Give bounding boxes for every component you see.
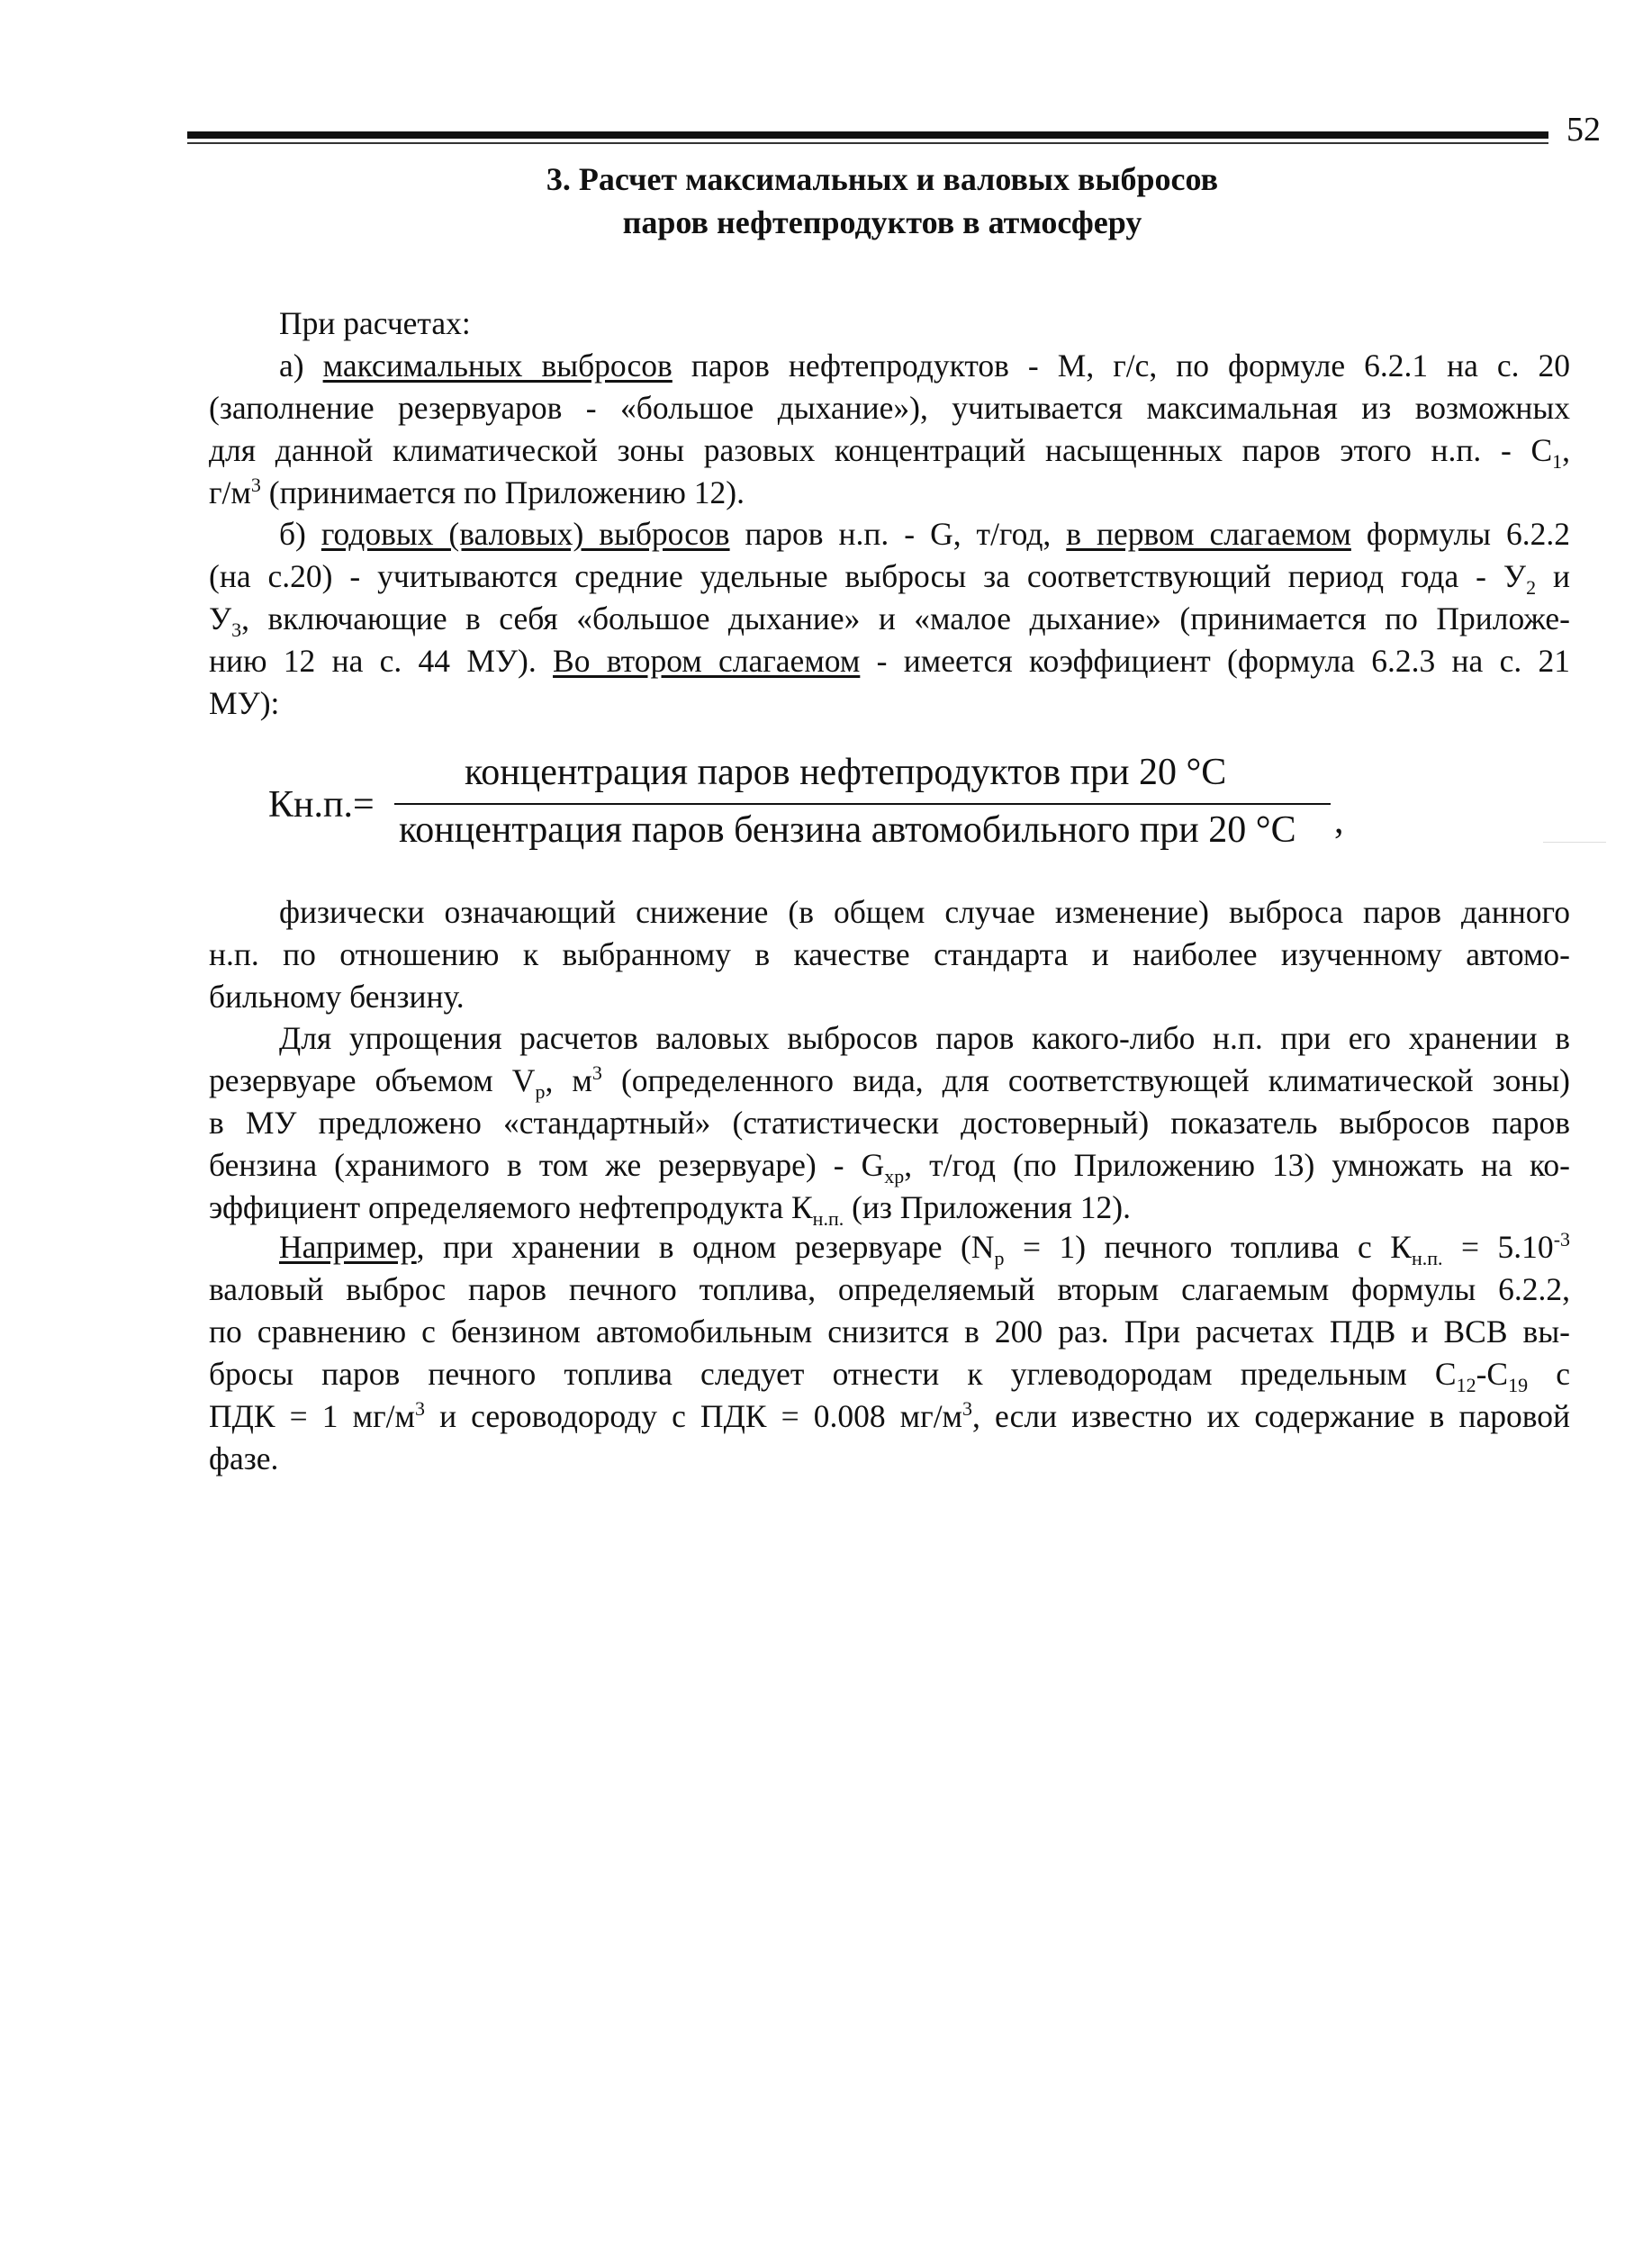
para-b-line-2: (на с.20) - учитываются средние удельные выбросы за соответствующий период года - $У_2$ и [209,558,1570,600]
paragraph-a [209,345,1570,514]
para-a-line-2: (заполнение резервуаров - «большое дыхание»), учитывается максимальная из возможных [209,390,1570,426]
underlined-term: максимальных выбросов [322,348,673,384]
section-title-line-1: 3. Расчет максимальных и валовых выбросов [546,161,1219,197]
para-e-line-1: Например, при хранении в одном резервуаре $(N_р = 1)$ печного топлива с $К_{н.п.} = 5.10^{-3}$ [279,1228,1571,1270]
paragraph-c [209,891,1570,1018]
para-c-line-1: физически означающий снижение (в общем случае изменение) выброса паров данного [279,894,1570,930]
para-b-line-1: б) годовых (валовых) выбросов паров н.п. - G, т/год, в первом слагаемом формулы 6.2.2 [279,516,1571,552]
intro-paragraph [209,302,1570,345]
scan-speck [1543,842,1606,843]
para-b-line-3: $У_3$, включающие в себя «большое дыхание» и «малое дыхание» (принимается по Приложе- [209,600,1570,642]
page-number: 52 [1566,111,1601,149]
para-a-line-4: $г/м^3$ (принимается по Приложению 12). [209,474,745,510]
para-d-line-3: в МУ предложено «стандартный» (статистически достоверный) показатель выбросов паров [209,1105,1570,1141]
para-e-line-2: валовый выброс паров печного топлива, определяемый вторым слагаемым формулы 6.2.2, [209,1271,1570,1307]
para-d-line-4: бензина (хранимого в том же резервуаре) - $G_{хр}$, т/год (по Приложению 13) умножать на ко- [209,1147,1570,1188]
para-d-line-5: эффициент определяемого нефтепродукта $К_{н.п.}$ (из Приложения 12). [209,1189,1131,1231]
section-title-line-2: паров нефтепродуктов в атмосферу [622,204,1142,240]
header-rule [187,131,1548,139]
formula-lhs: Кн.п.= [268,784,375,826]
para-d-line-2: резервуаре объемом $V_р$, $м^3$ (определенного вида, для соответствующей климатической зоны) [209,1061,1571,1104]
header-rule-thin [187,142,1548,144]
formula-denominator: концентрация паров бензина автомобильного при 20 °С [399,809,1296,851]
para-e-line-4: бросы паров печного топлива следует отнести к углеводородам предельным $С_{12}-С_{19}$ с [209,1356,1570,1397]
para-d-line-1: Для упрощения расчетов валовых выбросов паров какого-либо н.п. при его хранении в [279,1020,1570,1056]
section-title [207,158,1557,244]
formula-numerator: концентрация паров нефтепродуктов при 20 °С [465,752,1227,793]
coefficient-formula [268,751,1367,859]
para-e-line-5: ПДК = 1 $мг/м^3$ и сероводороду с ПДК = 0.008 $мг/м^3$, если известно их содержание в паровой [209,1397,1570,1434]
para-e-line-3: по сравнению с бензином автомобильным снизится в 200 раз. При расчетах ПДВ и ВСВ вы- [209,1314,1570,1350]
para-a-line-1: а) максимальных выбросов паров нефтепродуктов - M, г/с, по формуле 6.2.1 на с. 20 [279,348,1570,384]
para-e-line-6: фазе. [209,1440,279,1476]
paragraph-d [209,1017,1570,1229]
paragraph-e [209,1226,1570,1480]
para-c-line-2: н.п. по отношению к выбранному в качестве стандарта и наиболее изученному автомо- [209,936,1570,972]
para-b-line-4: нию 12 на с. 44 МУ). Во втором слагаемом - имеется коэффициент (формула 6.2.3 на с. 21 [209,643,1570,679]
para-b-line-5: МУ): [209,685,280,721]
fraction-bar [394,803,1331,805]
intro-text: При расчетах: [279,305,471,341]
para-a-line-3: для данной климатической зоны разовых концентраций насыщенных паров этого н.п. - $C_1$, [209,432,1570,474]
formula-comma: , [1334,800,1344,842]
paragraph-b [209,513,1570,725]
para-c-line-3: бильному бензину. [209,979,465,1015]
